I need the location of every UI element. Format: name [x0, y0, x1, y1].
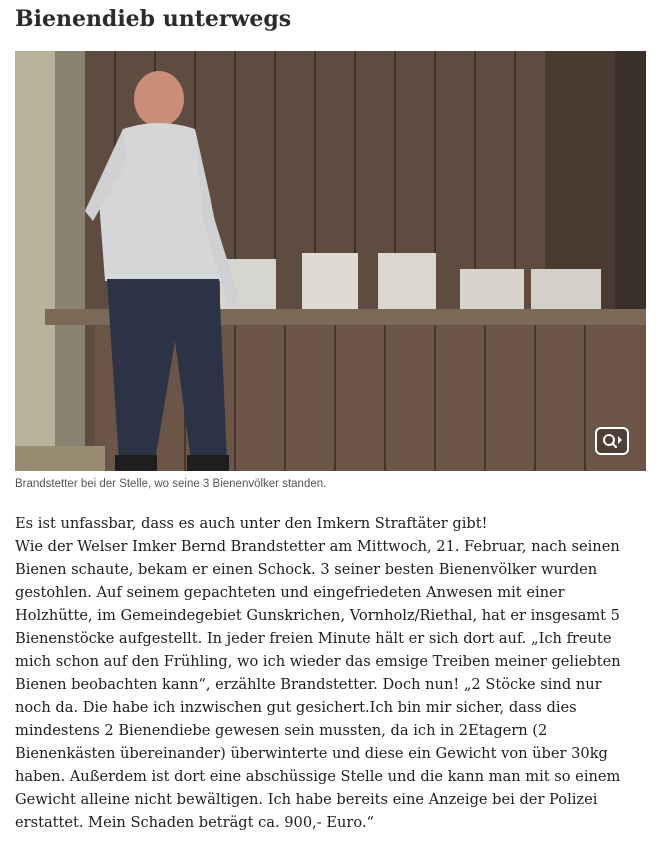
image-caption: Brandstetter bei der Stelle, wo seine 3 Bienenvölker standen. [15, 478, 327, 490]
body-line: Wie der Welser Imker Bernd Brandstetter am Mittwoch, 21. Februar, nach seinen [15, 538, 620, 555]
magnify-expand-icon [597, 429, 627, 453]
body-line: Bienenstöcke aufgestellt. In jeder freien Minute hält er sich dort auf. „Ich freute [15, 630, 612, 647]
body-line: Bienen schaute, bekam er einen Schock. 3 seiner besten Bienenvölker wurden [15, 561, 598, 578]
body-line: Bienen beobachten kann“, erzählte Brandstetter. Doch nun! „2 Stöcke sind nur [15, 676, 602, 693]
body-line: mich schon auf den Frühling, wo ich wieder das emsige Treiben meiner geliebten [15, 653, 621, 670]
article-title: Bienendieb unterwegs [15, 6, 292, 32]
article-photo[interactable] [15, 51, 646, 471]
body-line: mindestens 2 Bienendiebe gewesen sein mussten, da ich in 2Etagern (2 [15, 722, 548, 739]
body-line: Es ist unfassbar, dass es auch unter den Imkern Straftäter gibt! [15, 515, 488, 532]
body-line: gestohlen. Auf seinem gepachteten und eingefriedeten Anwesen mit einer [15, 584, 565, 601]
body-line: Bienenkästen übereinander) überwinterte und diese ein Gewicht von über 30kg [15, 745, 608, 762]
body-line: haben. Außerdem ist dort eine abschüssige Stelle und die kann man mit so einem [15, 768, 621, 785]
body-line: erstattet. Mein Schaden beträgt ca. 900,- Euro.“ [15, 814, 374, 831]
image-zoom-button[interactable] [595, 427, 629, 455]
photo-illustration [15, 51, 646, 471]
body-line: Gewicht alleine nicht bewältigen. Ich habe bereits eine Anzeige bei der Polizei [15, 791, 598, 808]
article-body [15, 512, 646, 834]
body-line: noch da. Die habe ich inzwischen gut gesichert.Ich bin mir sicher, dass dies [15, 699, 577, 716]
body-line: Holzhütte, im Gemeindegebiet Gunskrichen, Vornholz/Riethal, hat er insgesamt 5 [15, 607, 620, 624]
